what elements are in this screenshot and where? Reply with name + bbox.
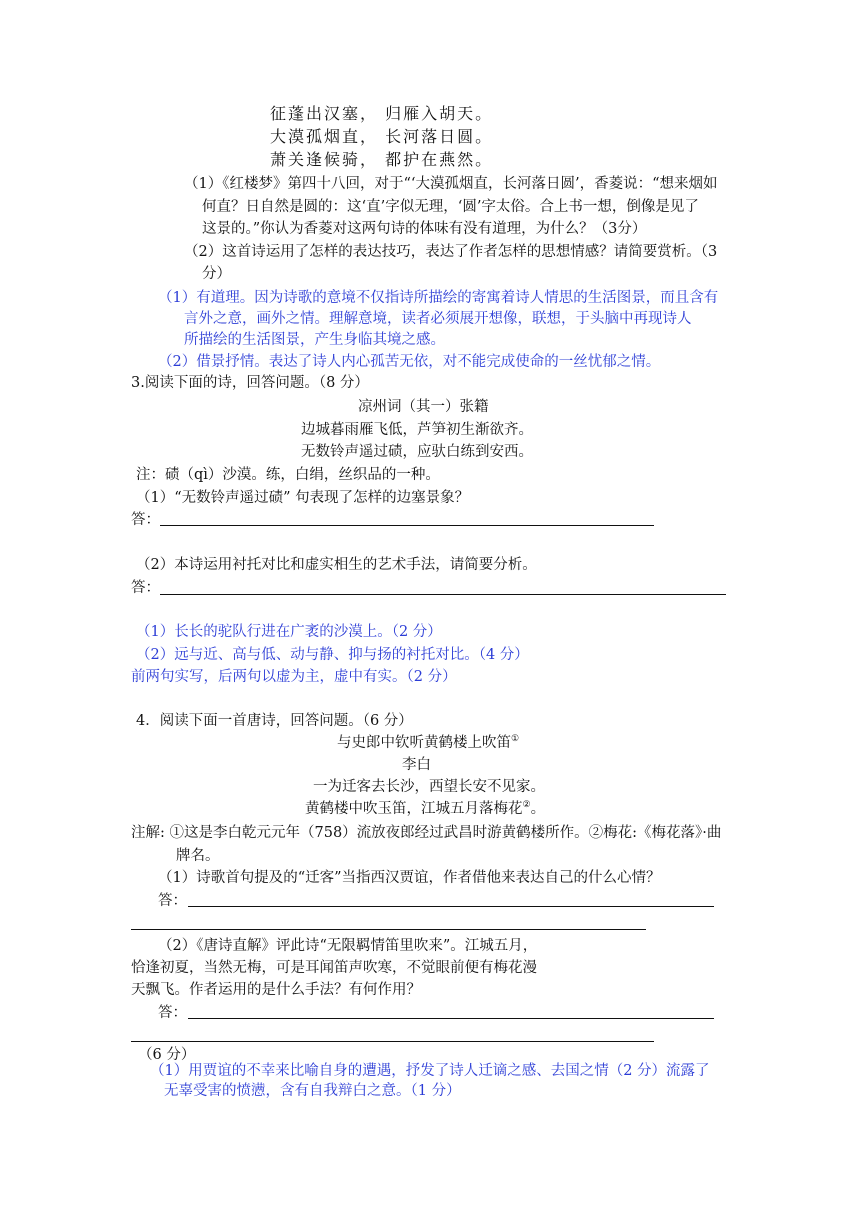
question-text: 分）	[202, 266, 231, 282]
note-text: 注：碛（qì）沙漠。练，白绢，丝织品的一种。	[136, 467, 440, 483]
answer-blank-line[interactable]	[131, 929, 646, 930]
poem-line: 黄鹤楼中吹玉笛，江城五月落梅花②。	[305, 800, 546, 817]
answer-label: 答：	[158, 1005, 187, 1021]
note-text: 牌名。	[176, 848, 220, 864]
answer-text: （1）长长的驼队行进在广袤的沙漠上。（2 分）	[136, 624, 442, 640]
answer-label: 答：	[131, 512, 160, 528]
question-header: 3.阅读下面的诗，回答问题。（8 分）	[131, 375, 369, 391]
answer-blank-line[interactable]	[160, 525, 654, 526]
answer-text: 所描绘的生活图景，产生身临其境之感。	[184, 332, 445, 348]
answer-text: （1）有道理。因为诗歌的意境不仅指诗所描绘的寄寓着诗人情思的生活图景，而且含有	[158, 290, 719, 306]
poem-title: 凉州词（其一）张籍	[358, 399, 489, 415]
footnote-mark: ①	[511, 734, 520, 745]
question-text: 何直？日自然是圆的：这‘直’字似无理，‘圆’字太俗。合上书一想，倒像是见了	[202, 199, 699, 215]
question-text: （2）《唐诗直解》评此诗“无限羁情笛里吹来”。江城五月，	[158, 938, 538, 954]
answer-blank-line[interactable]	[188, 1018, 714, 1019]
poem-line: 大漠孤烟直， 长河落日圆。	[270, 127, 494, 146]
score-text: （6 分）	[138, 1047, 196, 1063]
question-text: 这景的。”你认为香菱对这两句诗的体味有没有道理，为什么？（3分）	[202, 221, 647, 237]
question-text: （2）这首诗运用了怎样的表达技巧，表达了作者怎样的思想情感？请简要赏析。（3	[184, 244, 718, 260]
poem-line: 一为迁客去长沙，西望长安不见家。	[313, 779, 545, 795]
answer-text: 前两句实写，后两句以虚为主，虚中有实。（2 分）	[131, 669, 457, 685]
poem-title: 与史郎中钦听黄鹤楼上吹笛①	[337, 734, 520, 751]
answer-label: 答：	[158, 893, 187, 909]
question-text: （1）诗歌首句提及的“迁客”当指西汉贾谊，作者借他来表达自己的什么心情？	[158, 870, 661, 886]
footnote-mark: ②	[522, 800, 531, 811]
answer-label: 答：	[131, 580, 160, 596]
answer-text: （2）远与近、高与低、动与静、抑与扬的衬托对比。（4 分）	[136, 647, 529, 663]
question-text: （2）本诗运用衬托对比和虚实相生的艺术手法，请简要分析。	[136, 557, 537, 573]
answer-blank-line[interactable]	[131, 1041, 654, 1042]
poem-line: 边城暮雨雁飞低，芦笋初生渐欲齐。	[301, 422, 533, 438]
question-header: 4．阅读下面一首唐诗，回答问题。（6 分）	[136, 713, 413, 729]
question-text: 恰逢初夏，当然无梅，可是耳闻笛声吹寒，不觉眼前便有梅花漫	[131, 960, 537, 976]
note-text: 注解: ①这是李白乾元元年（758）流放夜郎经过武昌时游黄鹤楼所作。②梅花:《梅花落》·曲	[131, 825, 722, 841]
poem-line: 无数铃声遥过碛，应驮白练到安西。	[301, 444, 533, 460]
poem-line: 萧关逢候骑， 都护在燕然。	[270, 150, 494, 169]
answer-text: 无辜受害的愤懑，含有自我辩白之意。（1 分）	[164, 1083, 461, 1099]
question-text: （1）《红楼梦》第四十八回，对于“‘大漠孤烟直，长河落日圆’，香菱说：“想来烟如	[184, 176, 718, 192]
question-text: （1）“无数铃声遥过碛” 句表现了怎样的边塞景象？	[136, 490, 470, 506]
answer-text: 言外之意，画外之情。理解意境，读者必须展开想像，联想，于头脑中再现诗人	[184, 311, 692, 327]
answer-text: （1）用贾谊的不幸来比喻自身的遭遇，抒发了诗人迁谪之感、去国之情（2 分）流露了	[150, 1063, 710, 1079]
poem-author: 李白	[402, 757, 431, 773]
answer-text: （2）借景抒情。表达了诗人内心孤苦无依，对不能完成使命的一丝忧郁之情。	[158, 354, 661, 370]
question-text: 天飘飞。作者运用的是什么手法？有何作用？	[131, 982, 421, 998]
answer-blank-line[interactable]	[160, 594, 726, 595]
answer-blank-line[interactable]	[188, 906, 714, 907]
poem-line: 征蓬出汉塞， 归雁入胡天。	[270, 104, 494, 123]
